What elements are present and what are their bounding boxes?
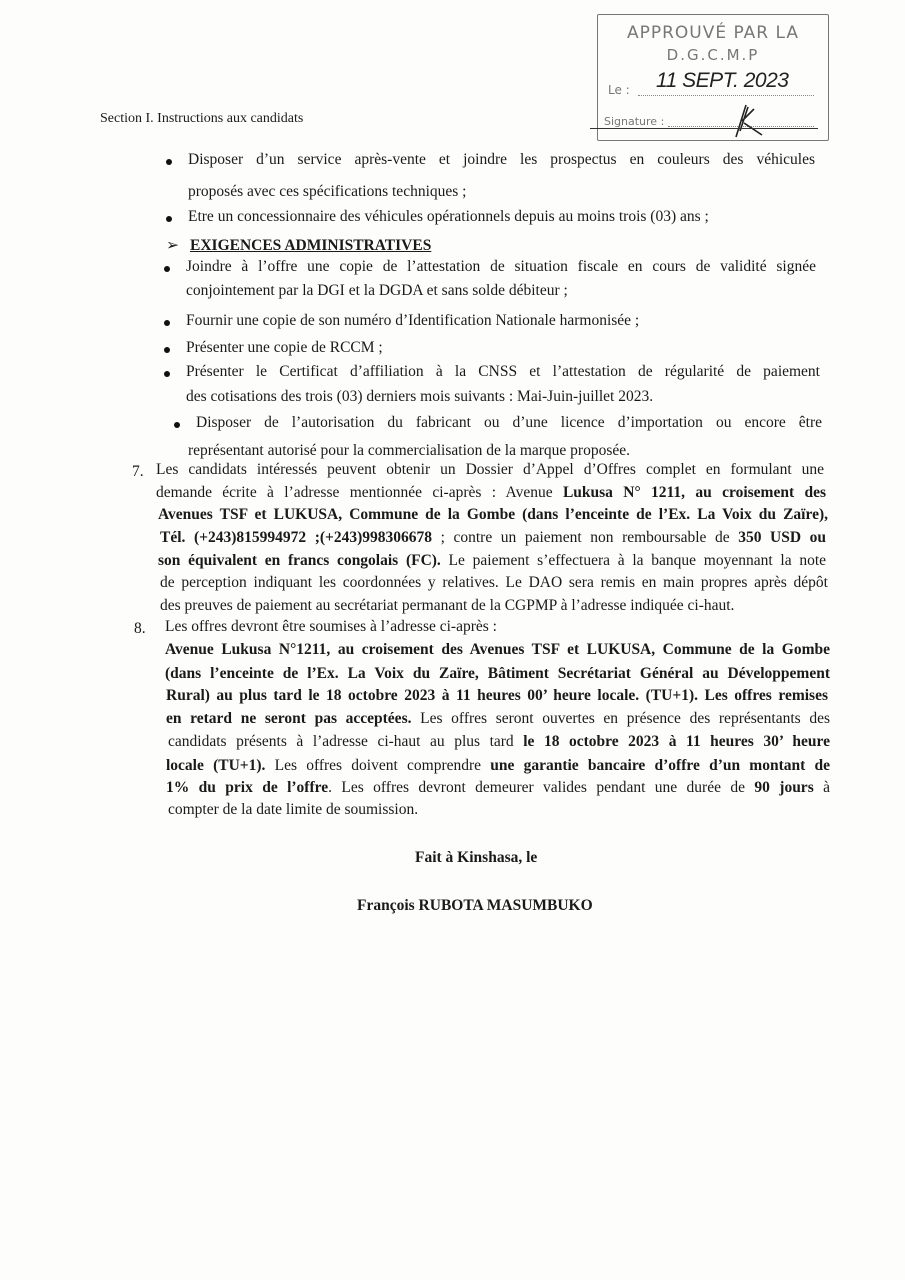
text-line	[165, 640, 830, 660]
text: Les offres seront ouvertes en présence des représentants des	[411, 710, 830, 727]
bullet-icon	[166, 216, 172, 222]
text-line	[158, 551, 826, 571]
text-line	[160, 596, 734, 616]
stamp-date-dots	[638, 95, 814, 96]
text: Le paiement s’effectuera à la banque moyennant la note	[440, 552, 827, 569]
bold-text: (dans l’enceinte de l’Ex. La Voix du Zaïre, Bâtiment Secrétariat Général au Développement	[165, 665, 830, 682]
text-line	[166, 756, 830, 776]
bold-text: Fait à Kinshasa, le	[415, 849, 538, 866]
text: Les candidats intéressés peuvent obtenir un Dossier d’Appel d’Offres complet en formulant une	[156, 461, 824, 478]
text-line	[166, 778, 830, 798]
text-line	[156, 460, 824, 480]
approval-stamp	[597, 14, 829, 141]
text-line	[196, 413, 822, 433]
text: représentant autorisé pour la commercialisation de la marque proposée.	[188, 442, 631, 459]
bold-text: le 18 octobre 2023 à 11 heures 30’ heure	[523, 733, 831, 750]
text: . Les offres devront demeurer valides pendant une durée de	[328, 779, 755, 796]
text-line	[188, 207, 709, 227]
text-line	[186, 281, 568, 301]
bold-text: Avenue Lukusa N°1211, au croisement des Avenues TSF et LUKUSA, Commune de la Gombe	[165, 641, 830, 658]
text: Disposer de l’autorisation du fabricant ou d’une licence d’importation ou encore être	[196, 414, 822, 431]
text: de perception indiquant les coordonnées y relatives. Le DAO sera remis en main propres après dépôt	[160, 574, 828, 591]
text: compter de la date limite de soumission.	[168, 801, 419, 818]
text: Les offres devront être soumises à l’adresse ci-après :	[165, 618, 497, 635]
text-line	[186, 387, 653, 407]
text: à	[813, 779, 831, 796]
text: Fournir une copie de son numéro d’Identification Nationale harmonisée ;	[186, 312, 640, 329]
text-line	[168, 800, 418, 820]
bold-text: 90 jours	[754, 779, 814, 796]
text-line	[156, 483, 826, 503]
bold-text: François RUBOTA MASUMBUKO	[357, 897, 593, 914]
bold-text: Avenues TSF et LUKUSA, Commune de la Gombe (dans l’enceinte de l’Ex. La Voix du Zaïre),	[158, 506, 828, 523]
text: proposés avec ces spécifications techniques ;	[188, 183, 467, 200]
text-line	[158, 505, 828, 525]
text-line	[186, 338, 383, 358]
text-line	[188, 441, 630, 461]
text: ; contre un paiement non remboursable de	[432, 529, 739, 546]
signature-scribble-icon	[728, 101, 768, 139]
bold-text: son équivalent en francs congolais (FC).	[158, 552, 441, 569]
text: Disposer d’un service après-vente et joindre les prospectus en couleurs des véhicules	[188, 151, 815, 168]
bullet-icon	[164, 320, 170, 326]
bullet-icon	[164, 266, 170, 272]
stamp-title: APPROUVÉ PAR LA	[626, 23, 800, 43]
text: Présenter le Certificat d’affiliation à la CNSS et l’attestation de régularité de paiement	[186, 363, 820, 380]
signatory-name	[357, 896, 593, 916]
stamp-date-label: Le :	[608, 83, 630, 97]
text: Présenter une copie de RCCM ;	[186, 339, 383, 356]
text-line	[188, 150, 815, 170]
text-line	[160, 573, 828, 593]
text: des cotisations des trois (03) derniers mois suivants : Mai-Juin-juillet 2023.	[186, 388, 654, 405]
text-line	[186, 362, 820, 382]
bold-text: Tél. (+243)815994972 ;(+243)998306678	[160, 529, 433, 546]
bold-text: EXIGENCES ADMINISTRATIVES	[190, 237, 432, 254]
stamp-date: 11 SEPT. 2023	[656, 69, 789, 92]
text-line	[190, 236, 431, 256]
bold-text: locale (TU+1).	[166, 757, 266, 774]
text: conjointement par la DGI et la DGDA et sans solde débiteur ;	[186, 282, 568, 299]
text-line	[166, 709, 830, 729]
text: Les offres doivent comprendre	[265, 757, 491, 774]
bold-text: 350 USD ou	[738, 529, 826, 546]
text-line	[168, 732, 830, 752]
text: Etre un concessionnaire des véhicules opérationnels depuis au moins trois (03) ans ;	[188, 208, 709, 225]
bold-text: en retard ne seront pas acceptées.	[166, 710, 412, 727]
bold-text: Rural) au plus tard le 18 octobre 2023 à 11 heures 00’ heure locale. (TU+1). Les offres remises	[166, 687, 828, 704]
text: des preuves de paiement au secrétariat permanant de la CGPMP à l’adresse indiquée ci-haut.	[160, 597, 735, 614]
text-line	[186, 257, 816, 277]
text-line	[186, 311, 639, 331]
bold-text: Lukusa N° 1211, au croisement des	[562, 484, 826, 501]
stamp-org: D.G.C.M.P	[666, 46, 760, 64]
bullet-icon	[164, 371, 170, 377]
bullet-icon	[166, 159, 172, 165]
bold-text: une garantie bancaire d’offre d’un montant de	[490, 757, 830, 774]
text: Joindre à l’offre une copie de l’attestation de situation fiscale en cours de validité signée	[186, 258, 816, 275]
item-number: 7.	[132, 463, 144, 480]
bold-text: 1% du prix de l’offre	[166, 779, 329, 796]
text-line	[160, 528, 826, 548]
bullet-icon	[174, 422, 180, 428]
header-rule	[590, 128, 818, 129]
section-header: Section I. Instructions aux candidats	[100, 111, 304, 126]
text: demande écrite à l’adresse mentionnée ci-après : Avenue	[156, 484, 563, 501]
text-line	[165, 664, 830, 684]
text: candidats présents à l’adresse ci-haut au plus tard	[168, 733, 524, 750]
signature-place	[415, 848, 537, 868]
text-line	[165, 617, 497, 637]
text-line	[188, 182, 466, 202]
item-number: 8.	[134, 620, 146, 637]
text-line	[166, 686, 828, 706]
stamp-signature-label: Signature :	[604, 115, 665, 128]
bullet-icon	[164, 347, 170, 353]
arrow-bullet-icon: ➢	[166, 237, 179, 254]
